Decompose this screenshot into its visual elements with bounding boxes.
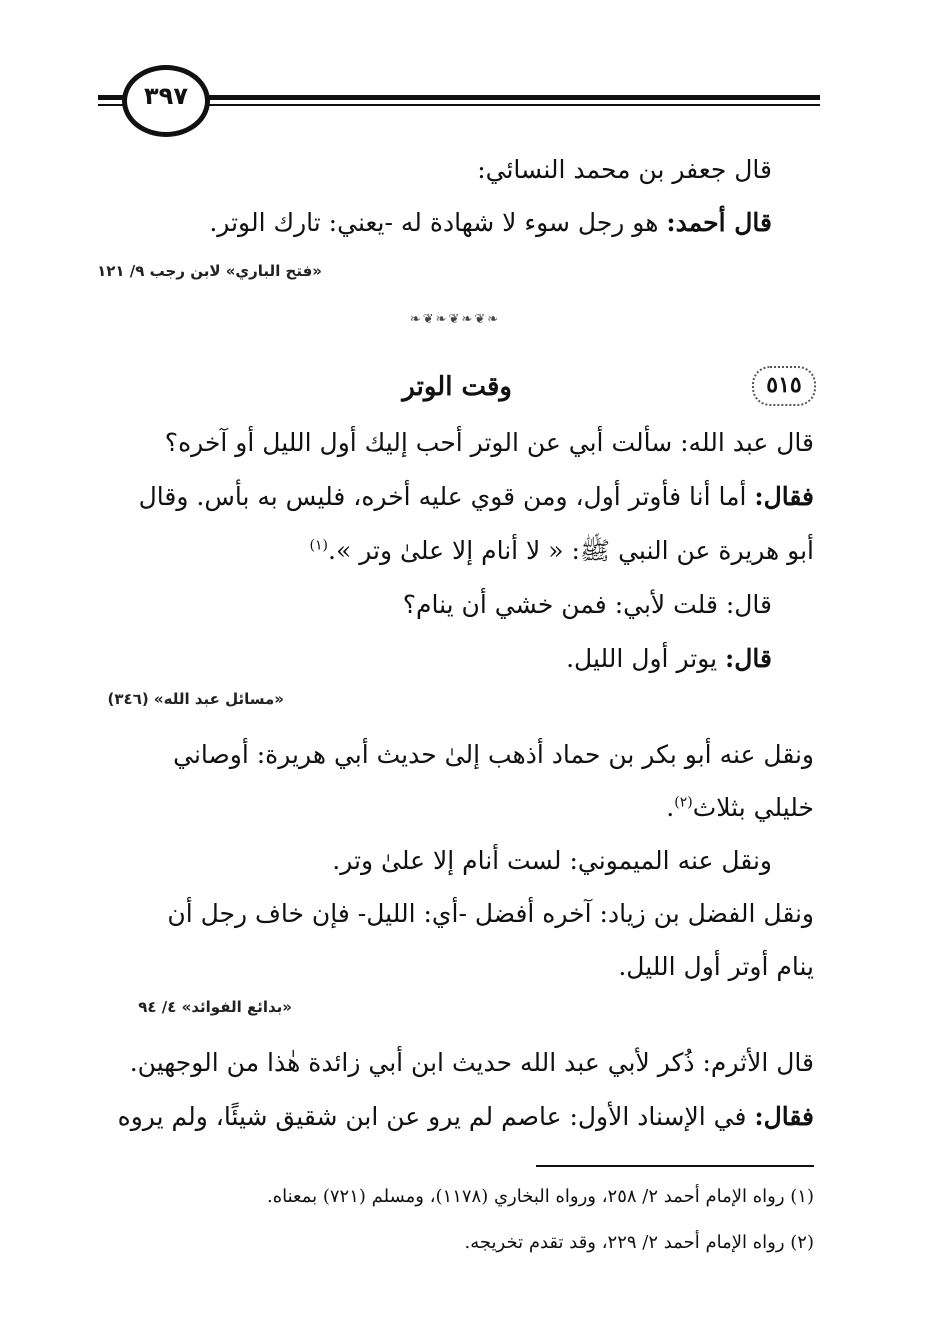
footnote-2-num: (٢) [790, 1232, 814, 1253]
section1-line2-rest: هو رجل سوء لا شهادة له -يعني: تارك الوتر. [209, 208, 667, 237]
footnote-1-text: رواه الإمام أحمد ٢/ ٢٥٨، ورواه البخاري (١١٧٨)، ومسلم (٧٢١) بمعناه. [266, 1186, 785, 1207]
section3-p4: ونقل الفضل بن زياد: آخره أفضل -أي: الليل- فإن خاف رجل أن [167, 899, 814, 928]
section1-line2 [209, 210, 772, 235]
section3-p5: ينام أوتر أول الليل. [618, 952, 814, 981]
section4-p1: قال الأثرم: ذُكر لأبي عبد الله حديث ابن أبي زائدة هٰذا من الوجهين. [129, 1048, 814, 1077]
section2-p3 [310, 538, 814, 563]
section-title: وقت الوتر [402, 372, 512, 402]
section2-p2-bold: فقال: [754, 482, 814, 511]
ornament-divider: ❧❦❧❦❧❦❧ [409, 312, 501, 327]
section1-line2-bold: قال أحمد: [666, 208, 772, 237]
section4-p2-bold: فقال: [754, 1102, 814, 1131]
section2-p2 [139, 484, 814, 509]
section2-source: «مسائل عبد الله» (٣٤٦) [107, 690, 284, 708]
section2-p4: قال: قلت لأبي: فمن خشي أن ينام؟ [402, 590, 772, 619]
section3-p3: ونقل عنه الميموني: لست أنام إلا علىٰ وتر. [332, 846, 772, 875]
footnote-2 [465, 1232, 814, 1253]
section1-line1: قال جعفر بن محمد النسائي: [477, 155, 772, 184]
footnote-2-text: رواه الإمام أحمد ٢/ ٢٢٩، وقد تقدم تخريجه. [464, 1232, 785, 1253]
section3-p1: ونقل عنه أبو بكر بن حماد أذهب إلىٰ حديث أبي هريرة: أوصاني [173, 740, 814, 769]
section3-p2 [666, 795, 814, 820]
section2-p2-rest: أما أنا فأوتر أول، ومن قوي عليه أخره، فليس به بأس. وقال [138, 482, 755, 511]
footnote-separator [536, 1165, 814, 1167]
footnote-1-num: (١) [790, 1186, 814, 1207]
section2-p3-text: أبو هريرة عن النبي ﷺ: « لا أنام إلا علىٰ وتر ». [328, 536, 814, 565]
section2-p5 [566, 646, 772, 671]
section1-source: «فتح الباري» لابن رجب ٩/ ١٢١ [97, 262, 322, 280]
page-number: ٣٩٧ [144, 82, 188, 110]
section4-p2 [118, 1104, 814, 1129]
section3-source: «بدائع الفوائد» ٤/ ٩٤ [138, 998, 292, 1016]
section3-p2-text: خليلي بثلاث [692, 793, 814, 822]
section3-p2-end: . [666, 793, 675, 822]
section2-p1: قال عبد الله: سألت أبي عن الوتر أحب إليك أول الليل أو آخره؟ [164, 428, 814, 457]
footnote-ref-1: (١) [309, 537, 329, 554]
section4-p2-rest: في الإسناد الأول: عاصم لم يرو عن ابن شقيق شيئًا، ولم يروه [117, 1102, 755, 1131]
section2-p5-bold: قال: [725, 644, 772, 673]
entry-number: ٥١٥ [766, 372, 802, 398]
section2-p5-rest: يوتر أول الليل. [566, 644, 726, 673]
footnote-ref-2: (٢) [674, 794, 693, 811]
footnote-1 [267, 1186, 814, 1207]
